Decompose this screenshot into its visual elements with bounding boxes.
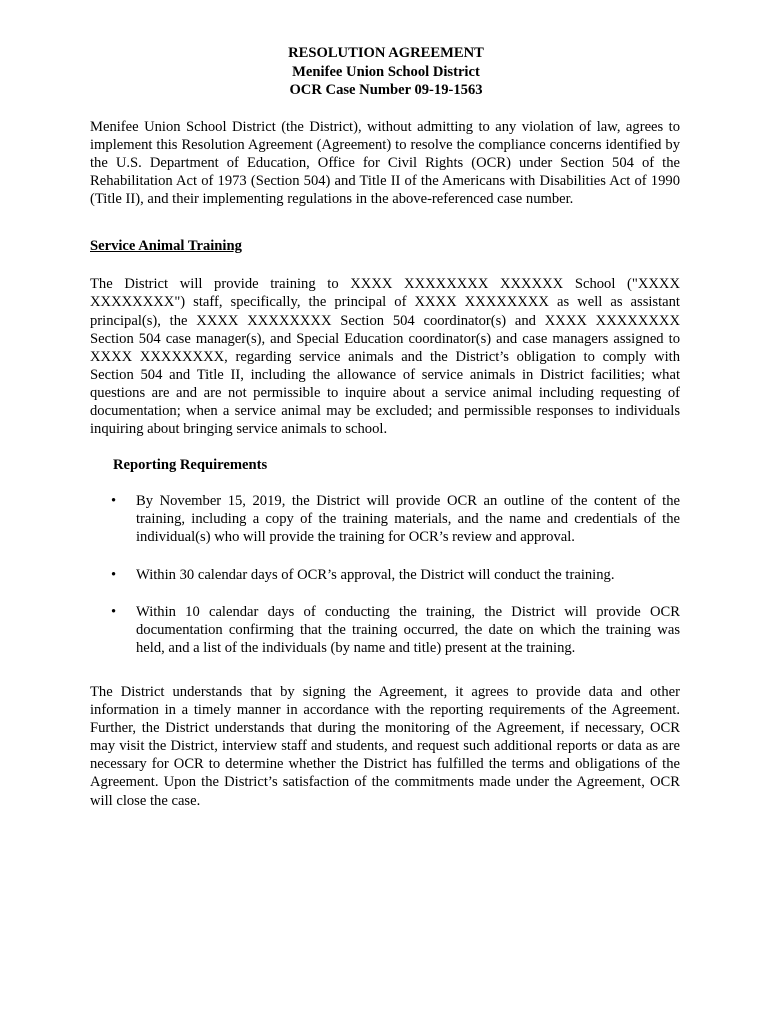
list-item xyxy=(90,603,680,657)
district-name: Menifee Union School District xyxy=(292,63,480,80)
case-number: OCR Case Number 09-19-1563 xyxy=(289,82,483,99)
list-item xyxy=(90,492,680,546)
intro-paragraph: Menifee Union School District (the District), without admitting to any violation of law, agrees to implement this Resolution Agreement (Agreement) to resolve the compliance concerns identified by the U.S. Department of Education, Office for Civil Rights (OCR) under Section 504 of the Rehabilitation Act of 1973 (Section 504) and Title II of the Americans with Disabilities Act of 1990 (Title II), and their implementing regulations in the above-referenced case number. xyxy=(90,118,680,208)
bullet-icon: • xyxy=(111,566,117,583)
list-item-text: By November 15, 2019, the District will provide OCR an outline of the content of the training, including a copy of the training materials, and the name and credentials of the individual(s) who will provide the training for OCR’s review and approval. xyxy=(136,493,680,546)
list-item-text: Within 30 calendar days of OCR’s approval, the District will conduct the training. xyxy=(136,566,615,583)
closing-paragraph: The District understands that by signing the Agreement, it agrees to provide data and other information in a timely manner in accordance with the reporting requirements of the Agreement. Further, the District understands that during the monitoring of the Agreement, if necessary, OCR may visit the District, interview staff and students, and request such additional reports or data as are necessary for OCR to determine whether the District has fulfilled the terms and obligations of the Agreement. Upon the District’s satisfaction of the commitments made under the Agreement, OCR will close the case. xyxy=(90,683,680,809)
service-animal-paragraph: The District will provide training to XXXX XXXXXXXX XXXXXX School ("XXXX XXXXXXXX") staff, specifically, the principal of XXXX XXXXXXXX as well as assistant principal(s), the XXXX XXXXXXXX Section 504 coordinator(s) and XXXX XXXXXXXX Section 504 case manager(s), and Special Education coordinator(s) and case managers assigned to XXXX XXXXXXXX, regarding service animals and the District’s obligation to comply with Section 504 and Title II, including the allowance of service animals in District facilities; what questions are and are not permissible to inquire about a service animal including requesting of documentation; when a service animal may be excluded; and permissible responses to individuals inquiring about bringing service animals to school. xyxy=(90,276,680,438)
reporting-requirements-heading: Reporting Requirements xyxy=(113,457,268,474)
document-page xyxy=(90,44,680,810)
bullet-icon: • xyxy=(111,603,117,620)
list-item-text: Within 10 calendar days of conducting the training, the District will provide OCR documentation confirming that the training occurred, the date on which the training was held, and a list of the individuals (by name and title) present at the training. xyxy=(136,603,680,656)
service-animal-heading: Service Animal Training xyxy=(90,238,242,255)
document-header xyxy=(92,44,680,100)
bullet-icon: • xyxy=(111,493,117,510)
reporting-requirements-list xyxy=(90,492,680,657)
document-title: RESOLUTION AGREEMENT xyxy=(288,45,484,61)
list-item xyxy=(90,566,680,584)
